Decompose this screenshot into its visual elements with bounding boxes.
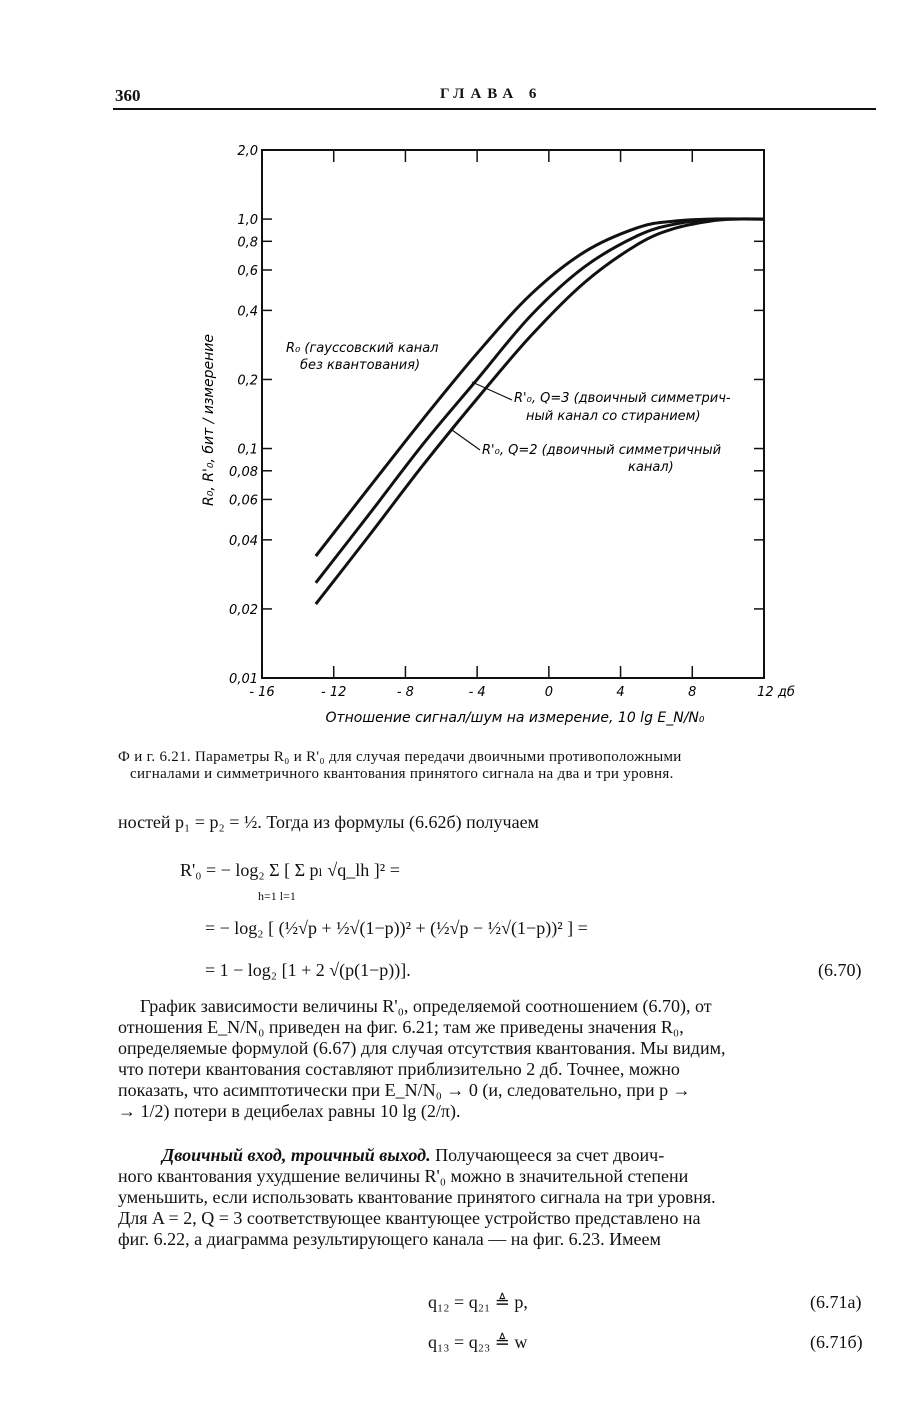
- chapter-heading: ГЛАВА 6: [440, 86, 543, 102]
- y-axis-label: R₀, R'₀, бит / измерение: [201, 334, 217, 506]
- x-tick-label: 0: [544, 685, 553, 700]
- para2-line-3: определяемые формулой (6.67) для случая отсутствия квантования. Мы видим,: [118, 1038, 726, 1058]
- y-tick-label: 2,0: [237, 144, 258, 159]
- x-tick-label: 8: [688, 685, 697, 700]
- y-tick-label: 0,1: [237, 442, 258, 458]
- curve-r0-gaussian: [316, 219, 764, 556]
- y-tick-label: 0,6: [237, 263, 258, 279]
- page-number: 360: [115, 86, 141, 105]
- x-tick-label: - 16: [249, 685, 275, 700]
- para3-line-3: уменьшить, если использовать квантование принятого сигнала на три уровня.: [118, 1187, 716, 1207]
- y-tick-label: 0,06: [229, 493, 258, 509]
- annotation-q2-line-2: канал): [628, 460, 674, 475]
- section-title-binary-input-ternary-output: Двоичный вход, троичный выход.: [162, 1145, 431, 1165]
- equation-number-6-70: (6.70): [818, 960, 862, 980]
- equation-6-70-line-2: = − log₂ [ (½√p + ½√(1−p))² + (½√p − ½√(1−p))² ] =: [205, 918, 588, 938]
- x-tick-labels: [249, 685, 795, 700]
- para3-line-2: ного квантования ухудшение величины R'₀ можно в значительной степени: [118, 1166, 689, 1186]
- y-tick-label: 1,0: [237, 213, 258, 229]
- annotation-q3-line-1: R'₀, Q=3 (двоичный симметрич-: [514, 391, 731, 406]
- equation-6-71a: q₁₂ = q₂₁ ≜ p,: [428, 1292, 528, 1312]
- equation-6-70-line-1: R'₀ = − log₂ Σ [ Σ pₗ √q_lh ]² =: [180, 860, 400, 880]
- y-tick-label: 0,4: [237, 304, 258, 320]
- para2-line-6: → 1/2) потери в децибелах равны 10 lg (2/π).: [118, 1101, 461, 1121]
- para2-line-1: График зависимости величины R'₀, определяемой соотношением (6.70), от: [140, 996, 712, 1016]
- x-tick-label: 12 дб: [757, 685, 795, 700]
- x-tick-label: - 12: [321, 685, 347, 700]
- figure-caption: [118, 749, 878, 783]
- annotation-r0-line-2: без квантования): [300, 358, 421, 373]
- x-tick-label: - 8: [396, 685, 414, 700]
- paragraph-ternary-output: [118, 1145, 880, 1250]
- x-axis-label: Отношение сигнал/шум на измерение, 10 lg E_N/N₀: [325, 710, 705, 726]
- y-tick-label: 0,04: [229, 533, 258, 549]
- paragraph-intro: ностей p₁ = p₂ = ½. Тогда из формулы (6.62б) получаем: [118, 812, 539, 832]
- y-tick-label: 0,2: [237, 373, 258, 389]
- caption-line-1: Ф и г. 6.21. Параметры R₀ и R'₀ для случая передачи двоичными противоположными: [118, 749, 682, 765]
- para3-line-5: фиг. 6.22, а диаграмма результирующего канала — на фиг. 6.23. Имеем: [118, 1229, 661, 1249]
- annotation-q2-line-1: R'₀, Q=2 (двоичный симметричный: [482, 443, 722, 458]
- leader-line-q2: [452, 430, 480, 450]
- y-tick-label: 0,02: [229, 602, 258, 618]
- paragraph-graph-discussion: [118, 996, 880, 1122]
- equation-6-70-limits: h=1 l=1: [258, 889, 296, 903]
- annotation-r0-line-1: R₀ (гауссовский канал: [286, 341, 439, 356]
- para3-line-4: Для A = 2, Q = 3 соответствующее квантующее устройство представлено на: [118, 1208, 701, 1228]
- caption-line-2: сигналами и симметричного квантования принятого сигнала на два и три уровня.: [130, 766, 674, 782]
- y-tick-label: 0,8: [237, 235, 258, 251]
- equation-6-70-line-3: = 1 − log₂ [1 + 2 √(p(1−p))].: [205, 960, 411, 980]
- para2-line-5: показать, что асимптотически при E_N/N₀ → 0 (и, следовательно, при p →: [118, 1080, 691, 1100]
- annotation-q3-line-2: ный канал со стиранием): [526, 409, 701, 424]
- para2-line-2: отношения E_N/N₀ приведен на фиг. 6.21; там же приведены значения R₀,: [118, 1017, 684, 1037]
- para3-line-1: Получающееся за счет двоич-: [435, 1145, 665, 1165]
- equation-number-6-71a: (6.71а): [810, 1292, 862, 1312]
- y-tick-label: 0,08: [229, 464, 258, 480]
- x-tick-label: 4: [616, 685, 625, 700]
- x-tick-label: - 4: [468, 685, 486, 700]
- para2-line-4: что потери квантования составляют приблизительно 2 дб. Точнее, можно: [118, 1059, 680, 1079]
- y-tick-label: 0,01: [229, 672, 258, 687]
- equation-number-6-71b: (6.71б): [810, 1332, 863, 1352]
- equation-6-71b: q₁₃ = q₂₃ ≜ w: [428, 1332, 528, 1352]
- y-tick-labels: [229, 144, 258, 687]
